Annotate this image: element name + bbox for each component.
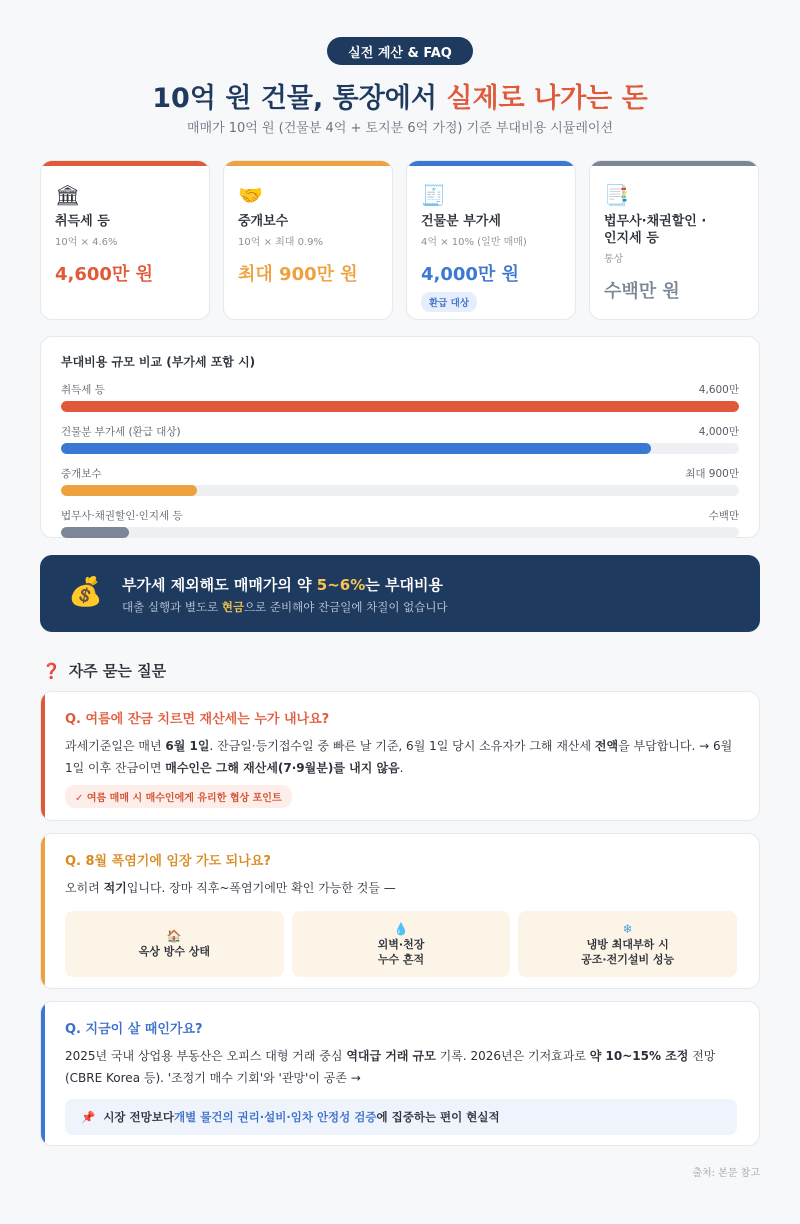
comparison-rows [61,382,739,538]
row-head [61,382,739,397]
question-mark-icon: ❓ [42,662,61,680]
answer-text: 오히려 [65,881,104,895]
answer-text: 기록. 2026년은 기저효과로 [435,1049,590,1063]
row-head [61,508,739,523]
tip-pill: ✓ 여름 매매 시 매수인에게 유리한 협상 포인트 [65,785,292,808]
banner-main-text: 부가세 제외해도 매매가의 약 [122,576,317,594]
faq-answer [65,735,737,779]
note-text: 시장 전망보다 [103,1110,174,1124]
answer-text: 전망(CBRE Korea 등). '조정기 매수 기회'와 '관망'이 공존 → [65,1049,716,1085]
faq-accent-bar [41,834,45,988]
card-amount: 최대 900만 원 [238,264,358,285]
cost-card [406,160,576,320]
card-formula: 10억 × 최대 0.9% [238,237,324,248]
faq-item-timing [40,1001,760,1146]
banner-main [122,574,443,595]
section-badge: 실전 계산 & FAQ [327,37,473,65]
cost-card [223,160,393,320]
banner-sub-tail: 으로 준비해야 잔금일에 차질이 없습니다 [244,600,448,614]
card-name: 법무사·채권할인 ·인지세 등 [604,214,707,246]
cost-card [589,160,759,320]
comparison-title: 부대비용 규모 비교 (부가세 포함 시) [61,355,256,369]
row-track [61,527,739,538]
faq-item-summer-visit [40,833,760,989]
check-boxes [65,911,737,977]
answer-text: . 잔금일·등기접수일 중 빠른 날 기준, 6월 1일 당시 소유자가 그해 재산세 [209,739,595,753]
box-line: 공조·전기설비 성능 [581,952,675,966]
answer-text: . [399,761,404,775]
check-box [65,911,284,977]
source-note: 출처: 본문 참고 [692,1168,760,1179]
row-fill [61,443,651,454]
answer-text: 2025년 국내 상업용 부동산은 오피스 대형 거래 중심 [65,1049,347,1063]
house-icon: 🏠 [166,929,182,943]
check-box [518,911,737,977]
banner-main-tail: 는 부대비용 [365,576,443,594]
card-amount: 4,600만 원 [55,264,153,285]
row-label: 중개보수 [61,468,102,480]
answer-text: 과세기준일은 매년 [65,739,166,753]
refund-tag: 환급 대상 [421,292,477,312]
receipt-icon: 🧾 [421,183,446,207]
box-line: 누수 흔적 [377,952,425,966]
page-subtitle: 매매가 10억 원 (건물분 4억 + 토지분 6억 가정) 기준 부대비용 시뮬레이션 [186,121,614,136]
row-value: 4,000만 [698,426,739,438]
faq-accent-bar [41,692,45,820]
droplet-icon: 💧 [393,921,409,936]
note-highlight: 개별 물건의 권리·설비·임차 안정성 검증 [174,1110,377,1124]
faq-question: Q. 지금이 살 때인가요? [65,1022,203,1037]
row-label: 건물분 부가세 (환급 대상) [61,426,181,438]
faq-item-property-tax [40,691,760,821]
bank-icon: 🏛 [55,183,81,207]
faq-question: Q. 8월 폭염기에 임장 가도 되나요? [65,854,271,869]
summary-banner [40,555,760,632]
card-formula: 4억 × 10% (일반 매매) [421,237,527,248]
page-title [0,76,800,115]
banner-sub-text: 대출 실행과 별도로 [122,600,222,614]
answer-bold: 적기 [103,881,127,895]
answer-text: 입니다. 장마 직후~폭염기에만 확인 가능한 것들 — [126,881,396,895]
tip-note [65,1099,737,1135]
card-formula: 10억 × 4.6% [55,237,118,248]
comparison-panel [40,336,760,538]
faq-question: Q. 여름에 잔금 치르면 재산세는 누가 내나요? [65,712,330,727]
banner-sub-highlight: 현금 [221,600,245,614]
title-highlight: 실제로 나가는 돈 [446,83,648,114]
card-name: 건물분 부가세 [421,214,501,229]
comparison-row [61,382,739,412]
check-box [292,911,511,977]
comparison-row [61,424,739,454]
pin-icon: 📌 [81,1110,96,1124]
card-accent-bar [224,161,392,166]
comparison-row [61,508,739,538]
answer-bold: 전액 [594,739,619,753]
row-head [61,424,739,439]
note-text: 에 집중하는 편이 현실적 [376,1110,500,1124]
document-icon: 📑 [604,183,629,207]
faq-accent-bar [41,1002,45,1145]
money-bag-icon: 💰 [68,575,103,608]
row-fill [61,401,739,412]
banner-main-highlight: 5~6% [316,576,366,594]
cost-card [40,160,210,320]
banner-sub [122,599,448,615]
row-track [61,401,739,412]
snowflake-icon: ❄ [622,921,633,936]
box-line: 외벽·천장 [377,937,425,951]
answer-bold: 약 10~15% 조정 [589,1049,689,1063]
faq-answer [65,877,737,899]
faq-heading-text: 자주 묻는 질문 [68,662,167,680]
answer-bold: 매수인은 그해 재산세(7·9월분)를 내지 않음 [165,761,400,775]
handshake-icon: 🤝 [238,183,263,207]
row-track [61,485,739,496]
row-value: 최대 900만 [685,468,739,480]
box-line: 옥상 방수 상태 [138,945,211,958]
answer-text: 을 부담합니다. → 6월 1일 이후 잔금이면 [65,739,733,775]
row-label: 법무사·채권할인·인지세 등 [61,510,183,522]
faq-answer [65,1045,737,1089]
answer-bold: 6월 1일 [165,739,210,753]
card-name: 취득세 등 [55,214,110,229]
comparison-row [61,466,739,496]
row-head [61,466,739,481]
row-fill [61,527,129,538]
card-accent-bar [407,161,575,166]
card-accent-bar [41,161,209,166]
card-formula: 통상 [604,254,624,265]
answer-bold: 역대급 거래 규모 [346,1049,436,1063]
faq-heading [42,660,166,681]
row-value: 수백만 [708,510,739,522]
row-fill [61,485,197,496]
row-label: 취득세 등 [61,384,105,396]
row-track [61,443,739,454]
box-line: 냉방 최대부하 시 [586,937,669,951]
card-name: 중개보수 [238,214,289,229]
card-amount: 수백만 원 [604,281,680,302]
card-accent-bar [590,161,758,166]
title-main: 10억 원 건물, 통장에서 [152,83,447,114]
card-amount: 4,000만 원 [421,264,519,285]
row-value: 4,600만 [698,384,739,396]
